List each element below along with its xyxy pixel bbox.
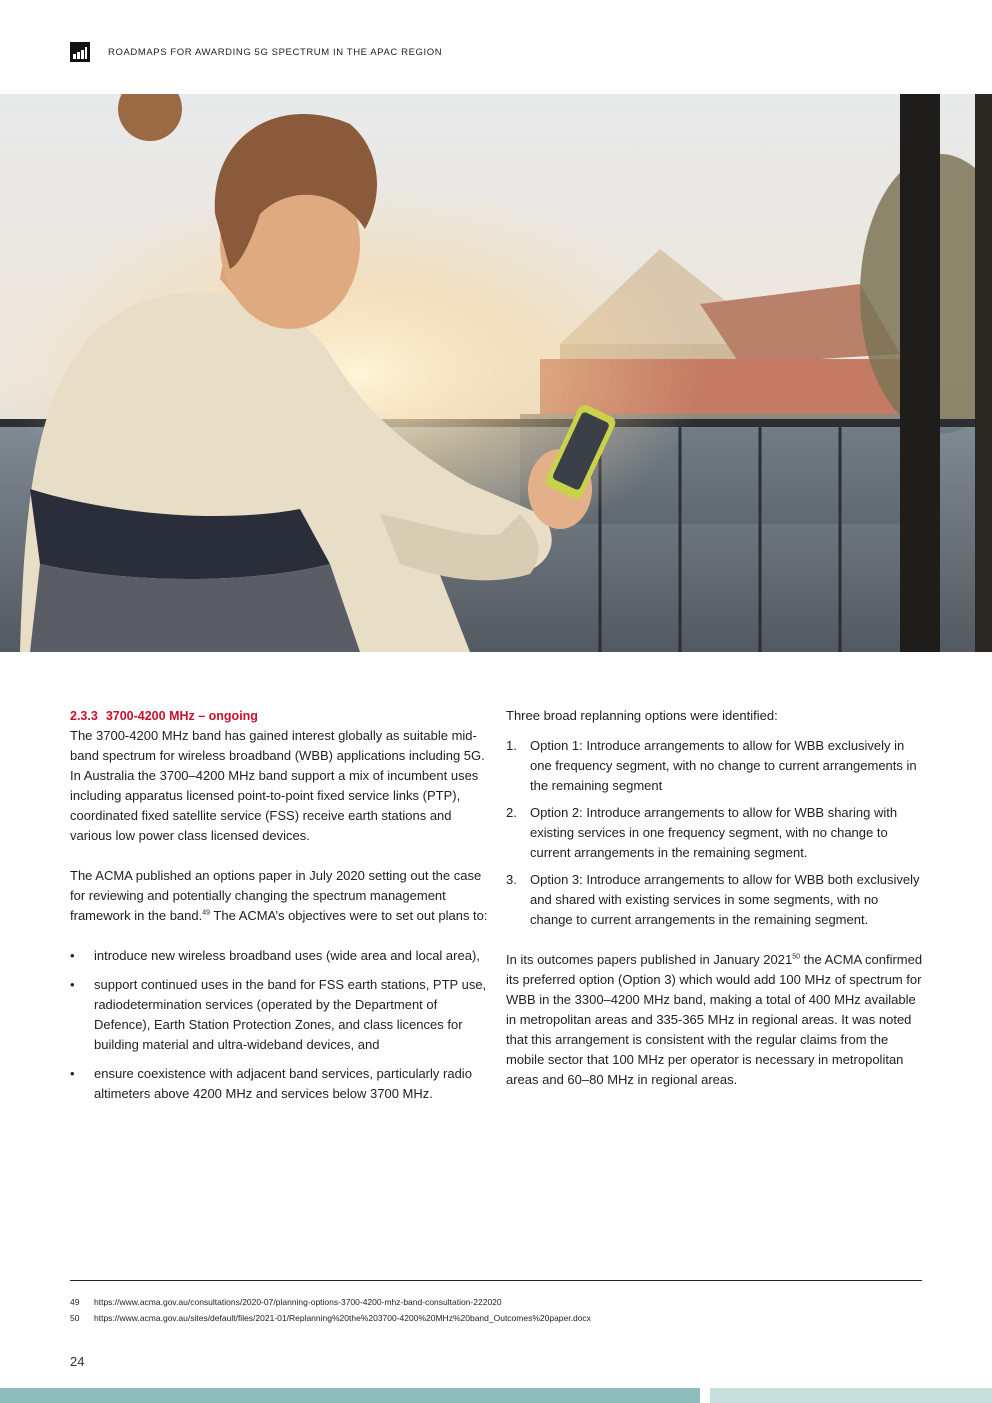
list-item [70, 975, 488, 1055]
bullet-icon: • [70, 977, 75, 992]
option-number: 2. [506, 805, 517, 820]
replanning-options-list [506, 736, 924, 930]
section-number: 2.3.3 [70, 709, 98, 723]
woman-with-phone-photo [0, 94, 992, 652]
list-item-text: support continued uses in the band for FSS earth stations, PTP use, radiodetermination services (operated by the Department of Defence), Earth Station Protection Zones, and class licences for building material and ultra-wideband devices, and [94, 977, 487, 1052]
gsma-logo-icon [70, 42, 90, 62]
bullet-icon: • [70, 1066, 75, 1081]
page-number: 24 [70, 1354, 85, 1369]
paragraph-outcomes [506, 950, 924, 1090]
option-item [506, 803, 924, 863]
list-item [70, 946, 488, 966]
objectives-list [70, 946, 488, 1104]
page-header [70, 42, 442, 62]
option-number: 1. [506, 738, 517, 753]
left-column [70, 706, 488, 1113]
section-heading [70, 706, 488, 726]
paragraph-options-paper-tail: The ACMA’s objectives were to set out plans to: [210, 908, 488, 923]
option-item [506, 736, 924, 796]
option-item [506, 870, 924, 930]
footnote-ref-50[interactable]: 50 [792, 953, 800, 961]
hero-photo [0, 94, 992, 652]
footnote-ref-49[interactable]: 49 [202, 909, 211, 917]
option-text: Option 3: Introduce arrangements to allow for WBB both exclusively and shared with existing services in some segments, with no change to current arrangements in the remaining segment. [530, 872, 920, 927]
footer-bar-teal [0, 1388, 700, 1403]
option-number: 3. [506, 872, 517, 887]
bullet-icon: • [70, 948, 75, 963]
paragraph-options-paper-text: The ACMA published an options paper in July 2020 setting out the case for reviewing and potentially changing the spectrum management framework in the band. [70, 868, 482, 923]
paragraph-outcomes-tail: the ACMA confirmed its preferred option (Option 3) which would add 100 MHz of spectrum for WBB in the 3300–4200 MHz band, making a total of 400 MHz available in metropolitan areas and 335-365 MHz in regional areas. It was noted that this arrangement is consistent with the regular claims from the mobile sector that 100 MHz per operator is necessary in metropolitan areas and 60–80 MHz in regional areas. [506, 952, 923, 1087]
footnote-link[interactable]: https://www.acma.gov.au/sites/default/files/2021-01/Replanning%20the%203700-4200%20MHz%20band_Outcomes%20paper.docx [94, 1313, 591, 1323]
paragraph-outcomes-text: In its outcomes papers published in January 2021 [506, 952, 793, 967]
footnote-link[interactable]: https://www.acma.gov.au/consultations/2020-07/planning-options-3700-4200-mhz-band-consultation-222020 [94, 1297, 502, 1307]
footer-bar-light [710, 1388, 992, 1403]
running-title: ROADMAPS FOR AWARDING 5G SPECTRUM IN THE APAC REGION [108, 46, 443, 58]
list-item [70, 1064, 488, 1104]
footnote-number: 49 [70, 1297, 80, 1307]
option-text: Option 2: Introduce arrangements to allow for WBB sharing with existing services in one frequency segment, with no change to current arrangements in the remaining segment. [530, 805, 898, 860]
right-column [506, 706, 924, 1110]
footnote-number: 50 [70, 1313, 80, 1323]
list-item-text: ensure coexistence with adjacent band services, particularly radio altimeters above 4200 MHz and services below 3700 MHz. [94, 1066, 472, 1101]
option-text: Option 1: Introduce arrangements to allow for WBB exclusively in one frequency segment, with no change to current arrangements in the remaining segment [530, 738, 917, 793]
paragraph-options-paper [70, 866, 488, 926]
footnote-49 [70, 1294, 930, 1310]
paragraph-options-intro: Three broad replanning options were identified: [506, 708, 778, 723]
section-title: 3700-4200 MHz – ongoing [105, 709, 258, 723]
footnotes [70, 1294, 930, 1326]
paragraph-intro: The 3700-4200 MHz band has gained interest globally as suitable mid-band spectrum for wireless broadband (WBB) applications including 5G. In Australia the 3700–4200 MHz band support a mix of incumbent uses including apparatus licensed point-to-point fixed service links (PTP), coordinated fixed satellite service (FSS) receive earth stations and various low power class licensed devices. [70, 728, 485, 843]
footnote-divider [70, 1280, 922, 1281]
list-item-text: introduce new wireless broadband uses (wide area and local area), [94, 948, 480, 963]
footnote-50 [70, 1310, 930, 1326]
